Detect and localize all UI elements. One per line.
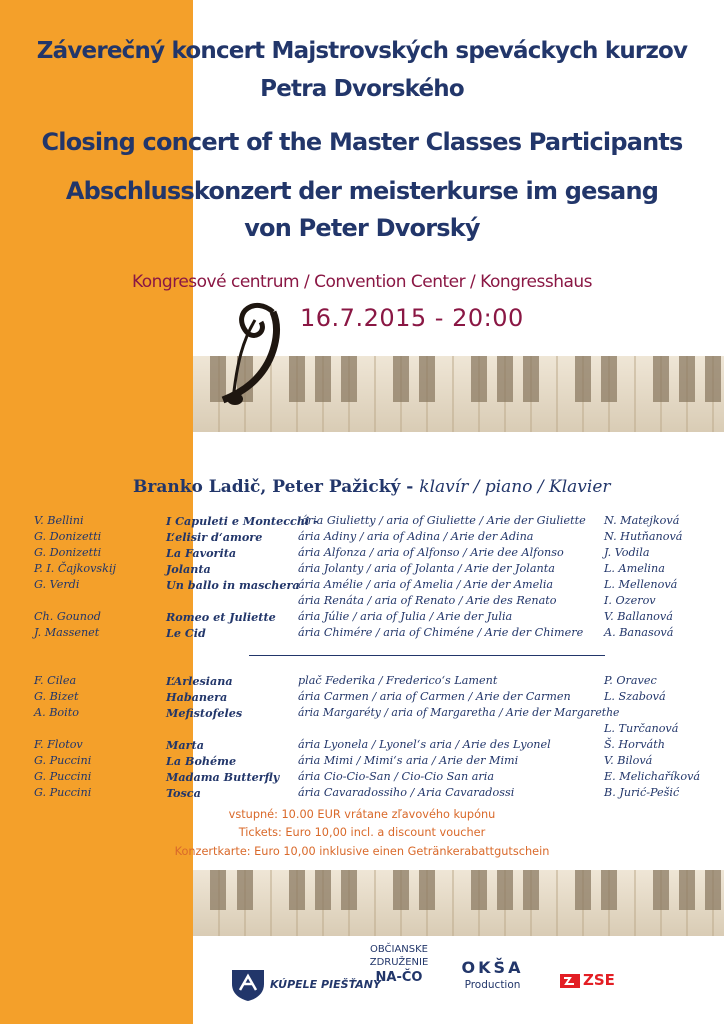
ticket-info-english: Tickets: Euro 10,00 incl. a discount voucher xyxy=(238,826,486,839)
zse-label: ZSE xyxy=(583,971,615,989)
kupele-piestany-label: KÚPELE PIEŠŤANY xyxy=(270,978,381,991)
composer: A. Boito xyxy=(34,706,79,719)
oksa-logo xyxy=(455,958,530,992)
composer: G. Verdi xyxy=(34,578,80,591)
title-english: Closing concert of the Master Classes Participants xyxy=(41,128,683,156)
naco-line2: ZDRUŽENIE xyxy=(369,957,429,968)
aria: ária Jolanty / aria of Jolanta / Arie der Jolanta xyxy=(298,562,555,575)
work: La Bohéme xyxy=(166,754,237,768)
kupele-piestany-logo-icon xyxy=(228,962,268,1002)
title-german-line2: von Peter Dvorský xyxy=(244,214,480,242)
aria: ária Lyonela / Lyonel‘s aria / Arie des Lyonel xyxy=(298,738,551,751)
composer: G. Donizetti xyxy=(34,530,102,543)
work: Un ballo in maschera xyxy=(166,578,300,592)
venue: Kongresové centrum / Convention Center / Kongresshaus xyxy=(131,272,593,292)
composer: J. Massenet xyxy=(34,626,100,639)
oksa-sub: Production xyxy=(464,979,521,991)
ticket-info-german: Konzertkarte: Euro 10,00 inklusive einen Getränkerabattgutschein xyxy=(174,845,550,858)
pianist-names: Branko Ladič, Peter Pažický - xyxy=(133,477,414,497)
singer: L. Szabová xyxy=(604,690,666,703)
composer: G. Bizet xyxy=(34,690,79,703)
singer: A. Banasová xyxy=(604,626,674,639)
work: L‘Arlesiana xyxy=(166,674,233,688)
composer: F. Flotov xyxy=(34,738,83,751)
singer: I. Ozerov xyxy=(604,594,656,607)
ticket-info-slovak: vstupné: 10.00 EUR vrátane zľavového kupónu xyxy=(228,808,496,821)
composer: F. Cilea xyxy=(34,674,77,687)
singer: J. Vodila xyxy=(604,546,650,559)
singer: B. Jurić-Pešić xyxy=(604,786,680,799)
singer: N. Hutňanová xyxy=(604,530,683,543)
work: Habanera xyxy=(166,690,228,704)
singer: N. Matejková xyxy=(604,514,680,527)
work: Tosca xyxy=(166,786,201,800)
naco-line3: NA-ČO xyxy=(375,970,423,985)
work: Mefistofeles xyxy=(166,706,243,720)
singer: E. Melichaříková xyxy=(604,770,701,783)
composer: P. I. Čajkovskij xyxy=(34,562,117,575)
work: Marta xyxy=(166,738,204,752)
composer: Ch. Gounod xyxy=(34,610,101,623)
title-slovak-line2: Petra Dvorského xyxy=(260,76,464,102)
singer: V. Bilová xyxy=(604,754,653,767)
singer: Š. Horváth xyxy=(604,738,665,751)
zse-logo-icon xyxy=(560,970,582,990)
naco-logo xyxy=(364,943,434,987)
composer: G. Puccini xyxy=(34,786,92,799)
work: Le Cid xyxy=(166,626,206,640)
aria: ária Cavaradossiho / Aria Cavaradossi xyxy=(298,786,515,799)
work: Romeo et Juliette xyxy=(166,610,276,624)
work: L‘elisir d‘amore xyxy=(166,530,263,544)
composer: G. Puccini xyxy=(34,754,92,767)
section-divider xyxy=(249,655,605,656)
concert-date-time: 16.7.2015 - 20:00 xyxy=(300,304,524,332)
composer: G. Donizetti xyxy=(34,546,102,559)
aria: ária Amélie / aria of Amelia / Arie der Amelia xyxy=(298,578,554,591)
work: I Capuleti e Montecchi - xyxy=(166,514,318,528)
singer: P. Oravec xyxy=(604,674,657,687)
naco-line1: OBČIANSKE xyxy=(369,944,429,955)
aria: ária Carmen / aria of Carmen / Arie der Carmen xyxy=(298,690,571,703)
singer: L. Amelina xyxy=(604,562,665,575)
aria: ária Adiny / aria of Adina / Arie der Adina xyxy=(298,530,534,543)
singer: V. Ballanová xyxy=(604,610,673,623)
singer: L. Turčanová xyxy=(604,722,679,735)
aria: ária Chimére / aria of Chiméne / Arie der Chimere xyxy=(298,626,584,639)
aria: ária Alfonza / aria of Alfonso / Arie dee Alfonso xyxy=(298,546,564,559)
pianist-instrument: klavír / piano / Klavier xyxy=(419,477,611,497)
work: Jolanta xyxy=(166,562,211,576)
singer: L. Mellenová xyxy=(604,578,678,591)
title-german-line1: Abschlusskonzert der meisterkurse im gesang xyxy=(65,177,659,205)
aria: ária Renáta / aria of Renato / Arie des Renato xyxy=(298,594,557,607)
aria: ária Margaréty / aria of Margaretha / Arie der Margarethe xyxy=(298,706,620,719)
composer: G. Puccini xyxy=(34,770,92,783)
oksa-name: OKŠA xyxy=(461,958,524,977)
aria: ária Giulietty / aria of Giuliette / Arie der Giuliette xyxy=(301,514,586,527)
work: Madama Butterfly xyxy=(166,770,280,784)
composer: V. Bellini xyxy=(34,514,84,527)
title-slovak-line1: Záverečný koncert Majstrovských speváckych kurzov xyxy=(36,38,688,64)
piano-keys-bottom xyxy=(193,870,724,936)
aria: ária Cio-Cio-San / Cio-Cio San aria xyxy=(298,770,494,783)
aria: ária Mimi / Mimi‘s aria / Arie der Mimi xyxy=(298,754,519,767)
work: La Favorita xyxy=(166,546,237,560)
aria: plač Federika / Frederico‘s Lament xyxy=(298,674,498,687)
aria: ária Júlie / aria of Julia / Arie der Julia xyxy=(298,610,513,623)
